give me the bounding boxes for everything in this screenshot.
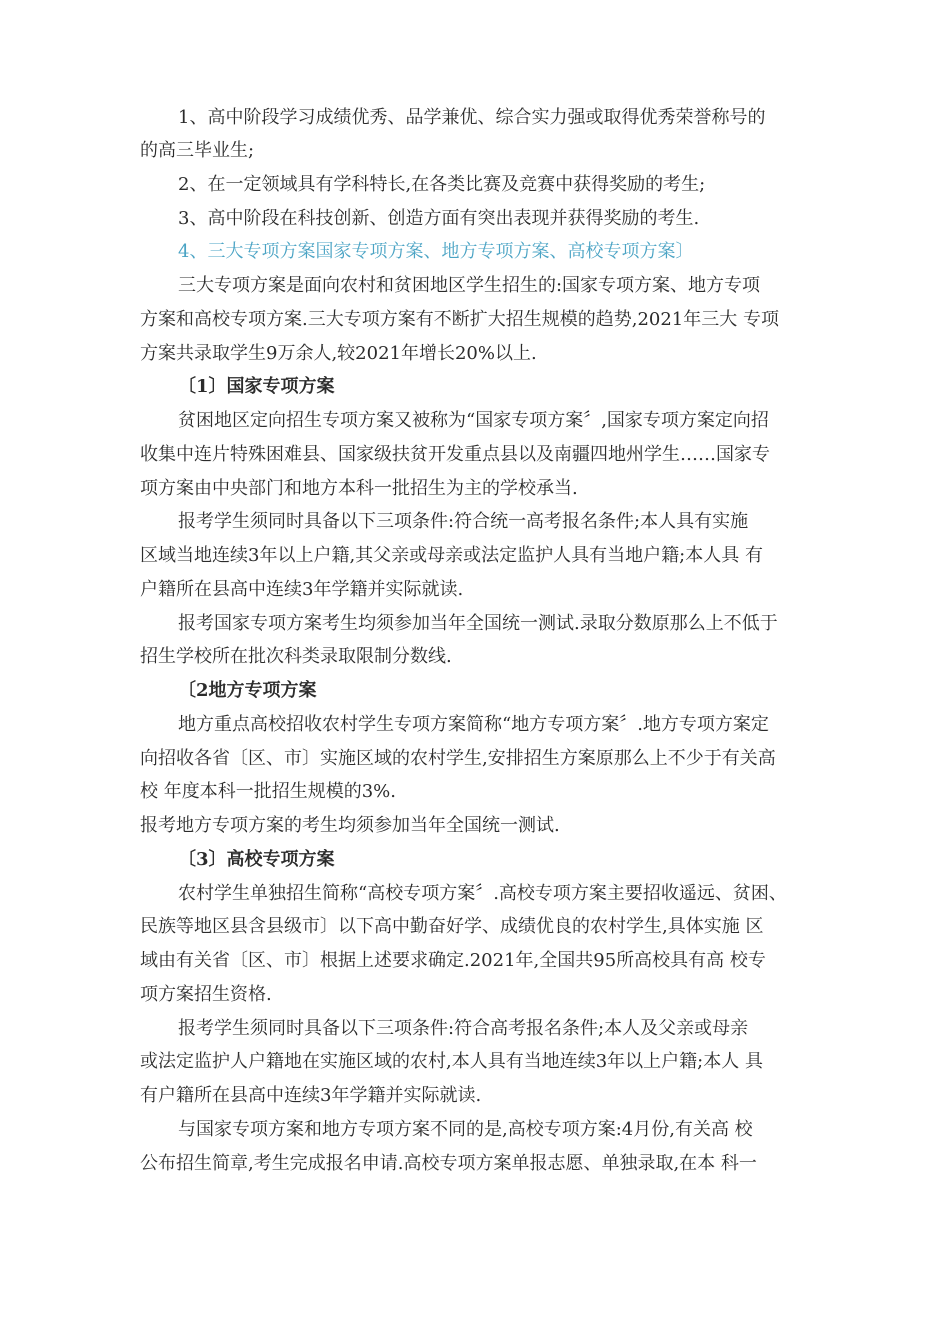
paragraph-line: 向招收各省〔区、市〕实施区域的农村学生,安排招生方案原那么上不少于有关高 <box>140 748 776 769</box>
subheading-local-plan: 〔2地方专项方案 <box>178 680 317 701</box>
paragraph-line: 区域当地连续3年以上户籍,其父亲或母亲或法定监护人具有当地户籍;本人具 有 <box>140 545 763 566</box>
paragraph-line: 方案共录取学生9万余人,较2021年增长20%以上. <box>140 343 537 364</box>
paragraph-line: 农村学生单独招生简称“高校专项方案〞.高校专项方案主要招收遥远、贫困、 <box>178 883 787 904</box>
paragraph-line: 报考国家专项方案考生均须参加当年全国统一测试.录取分数原那么上不低于 <box>178 613 778 634</box>
list-item-2: 2、在一定领域具有学科特长,在各类比赛及竞赛中获得奖励的考生; <box>178 174 706 195</box>
paragraph-line: 公布招生简章,考生完成报名申请.高校专项方案单报志愿、单独录取,在本 科一 <box>140 1153 757 1174</box>
paragraph-line: 报考学生须同时具备以下三项条件:符合高考报名条件;本人及父亲或母亲 <box>178 1018 749 1039</box>
paragraph-line: 报考地方专项方案的考生均须参加当年全国统一测试. <box>140 815 560 836</box>
paragraph-line: 有户籍所在县高中连续3年学籍并实际就读. <box>140 1085 482 1106</box>
paragraph-line: 贫困地区定向招生专项方案又被称为“国家专项方案〞,国家专项方案定向招 <box>178 410 769 431</box>
paragraph-line: 报考学生须同时具备以下三项条件:符合统一高考报名条件;本人具有实施 <box>178 511 749 532</box>
paragraph-line: 项方案由中央部门和地方本科一批招生为主的学校承当. <box>140 478 578 499</box>
paragraph-line: 项方案招生资格. <box>140 984 272 1005</box>
list-item-1: 1、高中阶段学习成绩优秀、品学兼优、综合实力强或取得优秀荣誉称号的 <box>178 107 766 128</box>
paragraph-line: 方案和高校专项方案.三大专项方案有不断扩大招生规模的趋势,2021年三大 专项 <box>140 309 779 330</box>
subheading-national-plan: 〔1〕国家专项方案 <box>178 376 335 397</box>
list-item-3: 3、高中阶段在科技创新、创造方面有突出表现并获得奖励的考生. <box>178 208 700 229</box>
paragraph-line: 收集中连片特殊困难县、国家级扶贫开发重点县以及南疆四地州学生……国家专 <box>140 444 770 465</box>
paragraph-line: 三大专项方案是面向农村和贫困地区学生招生的:国家专项方案、地方专项 <box>178 275 761 296</box>
paragraph-line: 校 年度本科一批招生规模的3%. <box>140 781 396 802</box>
paragraph-line: 或法定监护人户籍地在实施区域的农村,本人具有当地连续3年以上户籍;本人 具 <box>140 1051 763 1072</box>
paragraph-line: 地方重点高校招收农村学生专项方案简称“地方专项方案〞.地方专项方案定 <box>178 714 769 735</box>
subheading-university-plan: 〔3〕高校专项方案 <box>178 849 335 870</box>
paragraph-line: 户籍所在县高中连续3年学籍并实际就读. <box>140 579 464 600</box>
paragraph-line: 与国家专项方案和地方专项方案不同的是,高校专项方案:4月份,有关高 校 <box>178 1119 753 1140</box>
section-heading-three-plans: 4、三大专项方案国家专项方案、地方专项方案、高校专项方案〕 <box>178 241 694 262</box>
paragraph-line: 的高三毕业生; <box>140 140 255 161</box>
paragraph-line: 域由有关省〔区、市〕根据上述要求确定.2021年,全国共95所高校具有高 校专 <box>140 950 766 971</box>
paragraph-line: 招生学校所在批次科类录取限制分数线. <box>140 646 452 667</box>
paragraph-line: 民族等地区县含县级市〕以下高中勤奋好学、成绩优良的农村学生,具体实施 区 <box>140 916 764 937</box>
